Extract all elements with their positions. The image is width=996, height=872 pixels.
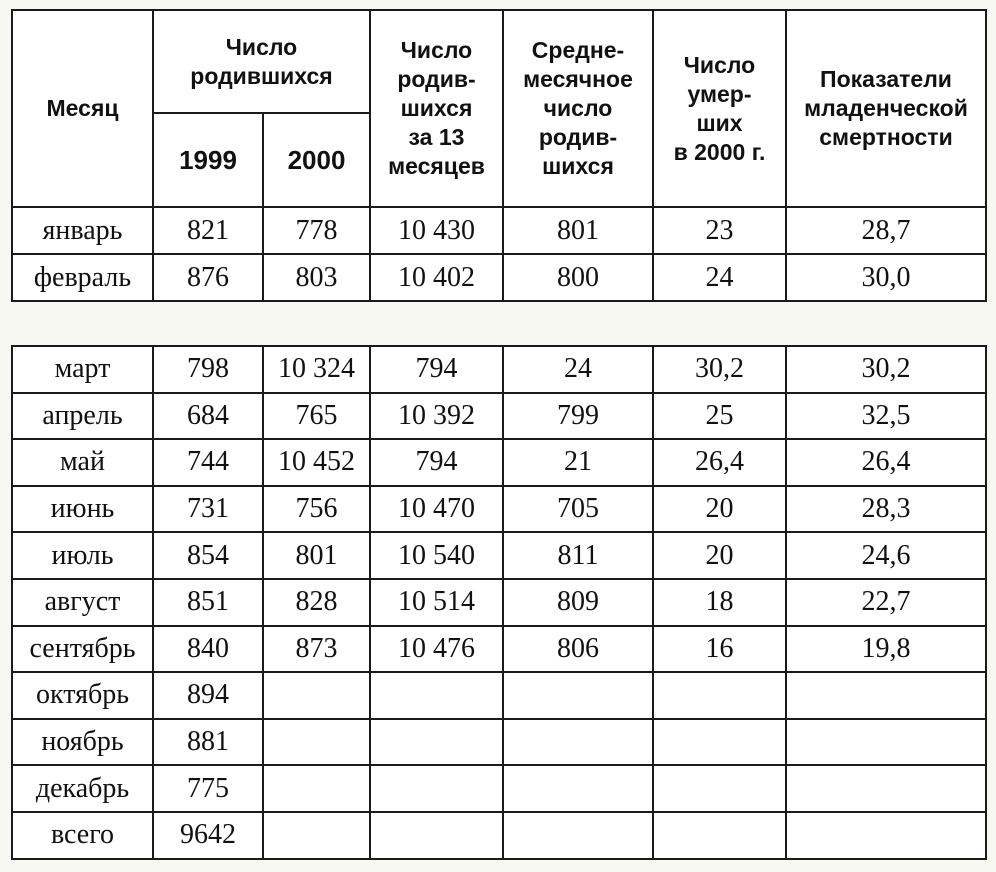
value-cell-c5: 30,2 xyxy=(653,346,786,393)
value-cell-c4: 799 xyxy=(503,393,653,440)
value-cell-c1: 851 xyxy=(153,579,263,626)
value-cell-c2: 778 xyxy=(263,207,370,254)
table-row xyxy=(12,626,986,673)
value-cell-c3: 794 xyxy=(370,346,503,393)
value-cell-c3 xyxy=(370,719,503,766)
value-cell-c6: 22,7 xyxy=(786,579,986,626)
month-cell: сентябрь xyxy=(12,626,153,673)
value-cell-c5: 16 xyxy=(653,626,786,673)
value-cell-c1: 744 xyxy=(153,439,263,486)
value-cell-c4: 21 xyxy=(503,439,653,486)
value-cell-c4 xyxy=(503,765,653,812)
value-cell-c1: 775 xyxy=(153,765,263,812)
value-cell-c2 xyxy=(263,672,370,719)
month-cell: март xyxy=(12,346,153,393)
value-cell-c5: 26,4 xyxy=(653,439,786,486)
value-cell-c4: 811 xyxy=(503,532,653,579)
value-cell-c3: 10 470 xyxy=(370,486,503,533)
value-cell-c6: 32,5 xyxy=(786,393,986,440)
month-cell: декабрь xyxy=(12,765,153,812)
header-row xyxy=(12,10,986,113)
value-cell-c4: 24 xyxy=(503,346,653,393)
value-cell-c4: 801 xyxy=(503,207,653,254)
value-cell-c1: 894 xyxy=(153,672,263,719)
statistics-table-top xyxy=(11,9,987,302)
value-cell-c5: 23 xyxy=(653,207,786,254)
value-cell-c6: 24,6 xyxy=(786,532,986,579)
table-row xyxy=(12,532,986,579)
table-row xyxy=(12,672,986,719)
value-cell-c4 xyxy=(503,719,653,766)
header-deaths-2000: Число умер- ших в 2000 г. xyxy=(653,10,786,207)
header-infant-mortality: Показатели младенческой смертности xyxy=(786,10,986,207)
header-births: Число родившихся xyxy=(153,10,370,113)
value-cell-c6: 30,0 xyxy=(786,254,986,301)
value-cell-c2: 873 xyxy=(263,626,370,673)
value-cell-c4 xyxy=(503,812,653,859)
value-cell-c5 xyxy=(653,719,786,766)
table-row xyxy=(12,439,986,486)
value-cell-c1: 798 xyxy=(153,346,263,393)
value-cell-c3: 794 xyxy=(370,439,503,486)
month-cell: всего xyxy=(12,812,153,859)
table-row xyxy=(12,207,986,254)
value-cell-c3: 10 430 xyxy=(370,207,503,254)
value-cell-c4: 705 xyxy=(503,486,653,533)
table-row xyxy=(12,579,986,626)
value-cell-c3 xyxy=(370,765,503,812)
value-cell-c4: 800 xyxy=(503,254,653,301)
value-cell-c5 xyxy=(653,765,786,812)
header-month: Месяц xyxy=(12,10,153,207)
value-cell-c6 xyxy=(786,812,986,859)
value-cell-c6 xyxy=(786,719,986,766)
value-cell-c3: 10 540 xyxy=(370,532,503,579)
header-year-2000: 2000 xyxy=(263,113,370,207)
month-cell: август xyxy=(12,579,153,626)
value-cell-c2: 803 xyxy=(263,254,370,301)
table-top-body xyxy=(12,207,986,301)
value-cell-c2 xyxy=(263,812,370,859)
value-cell-c3: 10 392 xyxy=(370,393,503,440)
table-row xyxy=(12,719,986,766)
value-cell-c3 xyxy=(370,672,503,719)
table-row xyxy=(12,812,986,859)
value-cell-c5 xyxy=(653,672,786,719)
month-cell: январь xyxy=(12,207,153,254)
value-cell-c5: 24 xyxy=(653,254,786,301)
month-cell: май xyxy=(12,439,153,486)
statistics-table-bottom xyxy=(11,345,987,860)
value-cell-c1: 854 xyxy=(153,532,263,579)
value-cell-c6: 26,4 xyxy=(786,439,986,486)
month-cell: ноябрь xyxy=(12,719,153,766)
value-cell-c3 xyxy=(370,812,503,859)
value-cell-c4: 809 xyxy=(503,579,653,626)
value-cell-c6 xyxy=(786,765,986,812)
value-cell-c6: 28,7 xyxy=(786,207,986,254)
value-cell-c2 xyxy=(263,765,370,812)
value-cell-c2: 756 xyxy=(263,486,370,533)
value-cell-c5: 20 xyxy=(653,532,786,579)
value-cell-c5: 25 xyxy=(653,393,786,440)
month-cell: февраль xyxy=(12,254,153,301)
table-row xyxy=(12,346,986,393)
value-cell-c2: 765 xyxy=(263,393,370,440)
value-cell-c5 xyxy=(653,812,786,859)
table-row xyxy=(12,486,986,533)
table-bottom-body xyxy=(12,346,986,859)
value-cell-c2: 10 324 xyxy=(263,346,370,393)
value-cell-c6: 30,2 xyxy=(786,346,986,393)
value-cell-c2: 801 xyxy=(263,532,370,579)
table-row xyxy=(12,765,986,812)
value-cell-c2 xyxy=(263,719,370,766)
value-cell-c4: 806 xyxy=(503,626,653,673)
header-average-births: Средне- месячное число родив- шихся xyxy=(503,10,653,207)
table-row xyxy=(12,393,986,440)
value-cell-c1: 684 xyxy=(153,393,263,440)
table-row xyxy=(12,254,986,301)
value-cell-c1: 731 xyxy=(153,486,263,533)
value-cell-c1: 9642 xyxy=(153,812,263,859)
header-year-1999: 1999 xyxy=(153,113,263,207)
value-cell-c6: 28,3 xyxy=(786,486,986,533)
value-cell-c1: 881 xyxy=(153,719,263,766)
header-births-13-months: Число родив- шихся за 13 месяцев xyxy=(370,10,503,207)
value-cell-c5: 18 xyxy=(653,579,786,626)
value-cell-c6: 19,8 xyxy=(786,626,986,673)
value-cell-c4 xyxy=(503,672,653,719)
month-cell: октябрь xyxy=(12,672,153,719)
value-cell-c2: 10 452 xyxy=(263,439,370,486)
value-cell-c6 xyxy=(786,672,986,719)
value-cell-c3: 10 402 xyxy=(370,254,503,301)
value-cell-c5: 20 xyxy=(653,486,786,533)
month-cell: июль xyxy=(12,532,153,579)
value-cell-c1: 876 xyxy=(153,254,263,301)
month-cell: июнь xyxy=(12,486,153,533)
value-cell-c2: 828 xyxy=(263,579,370,626)
value-cell-c1: 821 xyxy=(153,207,263,254)
value-cell-c3: 10 514 xyxy=(370,579,503,626)
value-cell-c3: 10 476 xyxy=(370,626,503,673)
month-cell: апрель xyxy=(12,393,153,440)
value-cell-c1: 840 xyxy=(153,626,263,673)
